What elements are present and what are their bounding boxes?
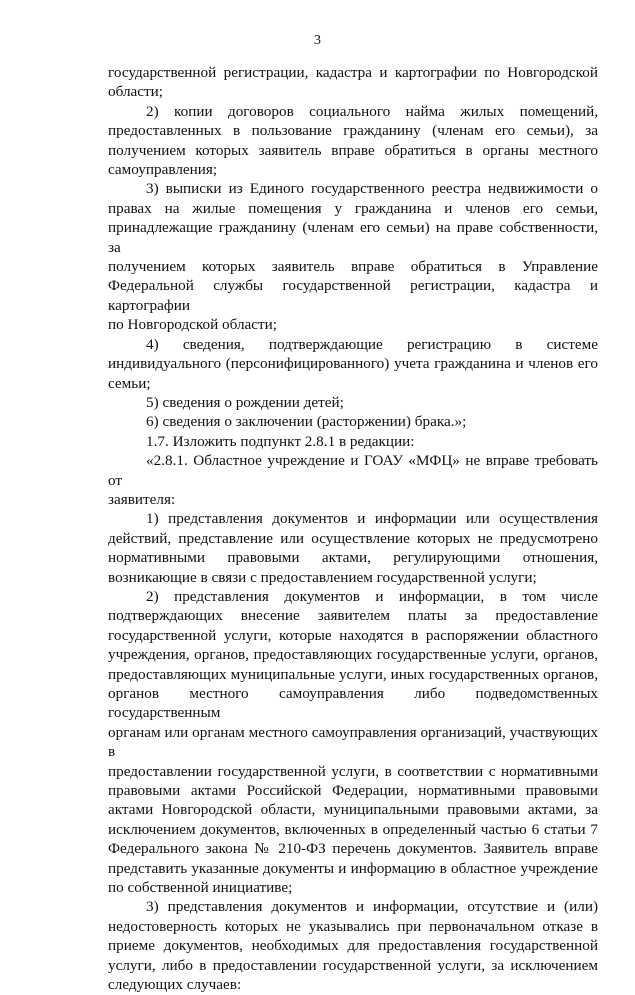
- paragraph-item-6: [108, 412, 598, 431]
- text-line: актами Новгородской области, муниципальными правовыми актами, за: [108, 801, 598, 819]
- text-line: исключением документов, включенных в определенный частью 6 статьи 7: [108, 820, 598, 838]
- text-line: предоставляющих муниципальные услуги, иных государственных органов,: [108, 665, 598, 683]
- text-line: учреждения, органов, предоставляющих государственные услуги, органов,: [108, 646, 598, 664]
- text-line: индивидуального (персонифицированного) учета гражданина и членов его: [108, 355, 598, 373]
- text-line: заявителя:: [108, 490, 176, 508]
- text-line: «2.8.1. Областное учреждение и ГОАУ «МФЦ» не вправе требовать от: [108, 452, 598, 489]
- text-line: услуги, либо в предоставлении государственной услуги, за исключением: [108, 956, 598, 974]
- paragraph-item-4: [108, 335, 598, 393]
- paragraph-2-8-1: [108, 451, 598, 509]
- text-line: приеме документов, необходимых для предоставления государственной: [108, 937, 598, 955]
- text-line: государственной регистрации, кадастра и картографии по Новгородской: [108, 64, 598, 81]
- text-line: по Новгородской области;: [108, 316, 278, 334]
- text-line: 6) сведения о заключении (расторжении) брака.»;: [146, 413, 467, 431]
- text-line: Федерального закона № 210-ФЗ перечень документов. Заявитель вправе: [108, 840, 598, 858]
- text-line: 2) представления документов и информации, в том числе: [146, 587, 598, 605]
- text-line: принадлежащие гражданину (членам его семьи) на праве собственности, за: [108, 219, 598, 256]
- page-number: 3: [314, 33, 321, 48]
- text-line: государственной услуги, которые находятся в распоряжении областного: [108, 626, 598, 644]
- text-line: Федеральной службы государственной регистрации, кадастра и картографии: [108, 277, 598, 314]
- document-body: [108, 63, 598, 995]
- text-line: 2) копии договоров социального найма жилых помещений,: [146, 102, 598, 120]
- text-line: семьи;: [108, 374, 151, 392]
- paragraph-subitem-1: [108, 509, 598, 587]
- text-line: действий, представление или осуществление которых не предусмотрено: [108, 529, 598, 547]
- paragraph-item-2: [108, 102, 598, 180]
- text-line: 4) сведения, подтверждающие регистрацию в системе: [146, 335, 598, 353]
- text-line: получением которых заявитель вправе обратиться в органы местного: [108, 141, 598, 159]
- text-line: 3) представления документов и информации, отсутствие и (или): [146, 898, 598, 916]
- text-line: 1) представления документов и информации или осуществления: [146, 510, 598, 528]
- paragraph-item-5: [108, 393, 598, 412]
- text-line: органам или органам местного самоуправления организаций, участвующих в: [108, 723, 598, 761]
- text-line: возникающие в связи с предоставлением государственной услуги;: [108, 568, 537, 586]
- text-line: предоставлении государственной услуги, в соответствии с нормативными: [108, 762, 598, 780]
- paragraph-1-7: [108, 432, 598, 451]
- text-line: следующих случаев:: [108, 976, 242, 994]
- text-line: органов местного самоуправления либо подведомственных государственным: [108, 685, 598, 722]
- text-line: недостоверность которых не указывались при первоначальном отказе в: [108, 917, 598, 935]
- paragraph-item-3: [108, 179, 598, 334]
- text-line: самоуправления;: [108, 161, 218, 179]
- text-line: правах на жилые помещения у гражданина и членов его семьи,: [108, 199, 598, 217]
- text-line: 1.7. Изложить подпункт 2.8.1 в редакции:: [146, 432, 415, 450]
- text-line: правовыми актами Российской Федерации, нормативными правовыми: [108, 782, 598, 800]
- text-line: предоставленных в пользование гражданину (членам его семьи), за: [108, 122, 598, 140]
- paragraph-subitem-2: [108, 587, 598, 898]
- text-line: области;: [108, 83, 163, 101]
- text-line: по собственной инициативе;: [108, 879, 293, 897]
- paragraph-registration-tail: [108, 63, 598, 102]
- paragraph-subitem-3: [108, 897, 598, 994]
- text-line: 5) сведения о рождении детей;: [146, 393, 344, 411]
- text-line: 3) выписки из Единого государственного реестра недвижимости о: [146, 180, 598, 198]
- text-line: нормативными правовыми актами, регулирующими отношения,: [108, 549, 598, 567]
- text-line: представить указанные документы и информацию в областное учреждение: [108, 859, 598, 877]
- text-line: подтверждающих внесение заявителем платы за предоставление: [108, 607, 598, 625]
- text-line: получением которых заявитель вправе обратиться в Управление: [108, 258, 598, 276]
